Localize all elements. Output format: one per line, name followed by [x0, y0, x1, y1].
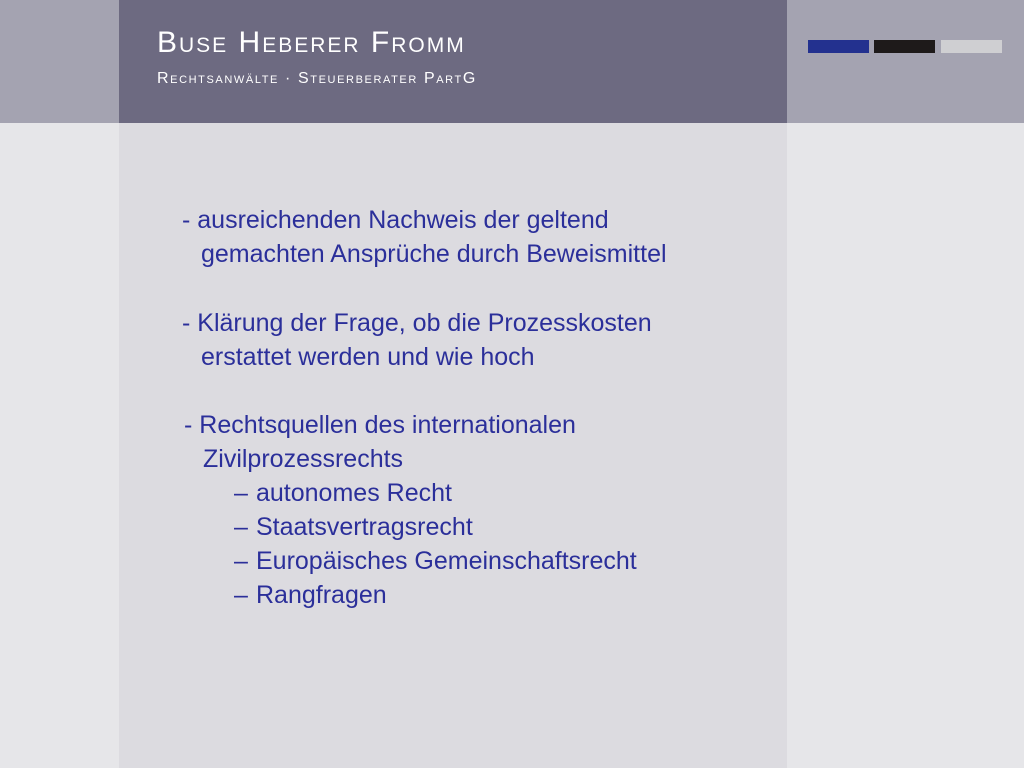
- bullet-item-1-line-2: gemachten Ansprüche durch Beweismittel: [201, 240, 667, 268]
- sub-item-label: Rangfragen: [256, 581, 387, 609]
- bullet-item-1-line-1: - ausreichenden Nachweis der geltend: [182, 206, 609, 234]
- dash-marker: –: [234, 479, 248, 507]
- bullet-item-2-line-1: - Klärung der Frage, ob die Prozesskosten: [182, 309, 652, 337]
- header-panel: [119, 0, 787, 123]
- dash-marker: –: [234, 581, 248, 609]
- sub-item-staatsvertragsrecht: [184, 510, 637, 544]
- firm-subtitle: Rechtsanwälte · Steuerberater PartG: [157, 70, 477, 87]
- dash-marker: –: [234, 513, 248, 541]
- sub-item-rangfragen: [184, 578, 637, 612]
- accent-bar-grey: [941, 40, 1002, 53]
- firm-name: Buse Heberer Fromm: [157, 26, 466, 59]
- left-margin-strip: [0, 123, 119, 768]
- sub-item-autonomes-recht: [184, 476, 637, 510]
- bullet-item-3: [184, 408, 637, 612]
- accent-color-bars: [808, 40, 1002, 53]
- accent-bar-blue: [808, 40, 869, 53]
- sub-item-label: autonomes Recht: [256, 479, 452, 507]
- dash-marker: –: [234, 547, 248, 575]
- sub-item-label: Europäisches Gemeinschaftsrecht: [256, 547, 637, 575]
- bullet-item-2-line-2: erstattet werden und wie hoch: [201, 343, 535, 371]
- sub-item-label: Staatsvertragsrecht: [256, 513, 473, 541]
- sub-item-gemeinschaftsrecht: [184, 544, 637, 578]
- bullet-item-3-line-2: Zivilprozessrechts: [203, 445, 404, 473]
- bullet-item-2: [182, 306, 652, 374]
- accent-bar-black: [874, 40, 935, 53]
- bullet-item-3-line-1: - Rechtsquellen des internationalen: [184, 411, 576, 439]
- right-margin-strip: [787, 123, 1024, 768]
- bullet-item-1: [182, 203, 667, 271]
